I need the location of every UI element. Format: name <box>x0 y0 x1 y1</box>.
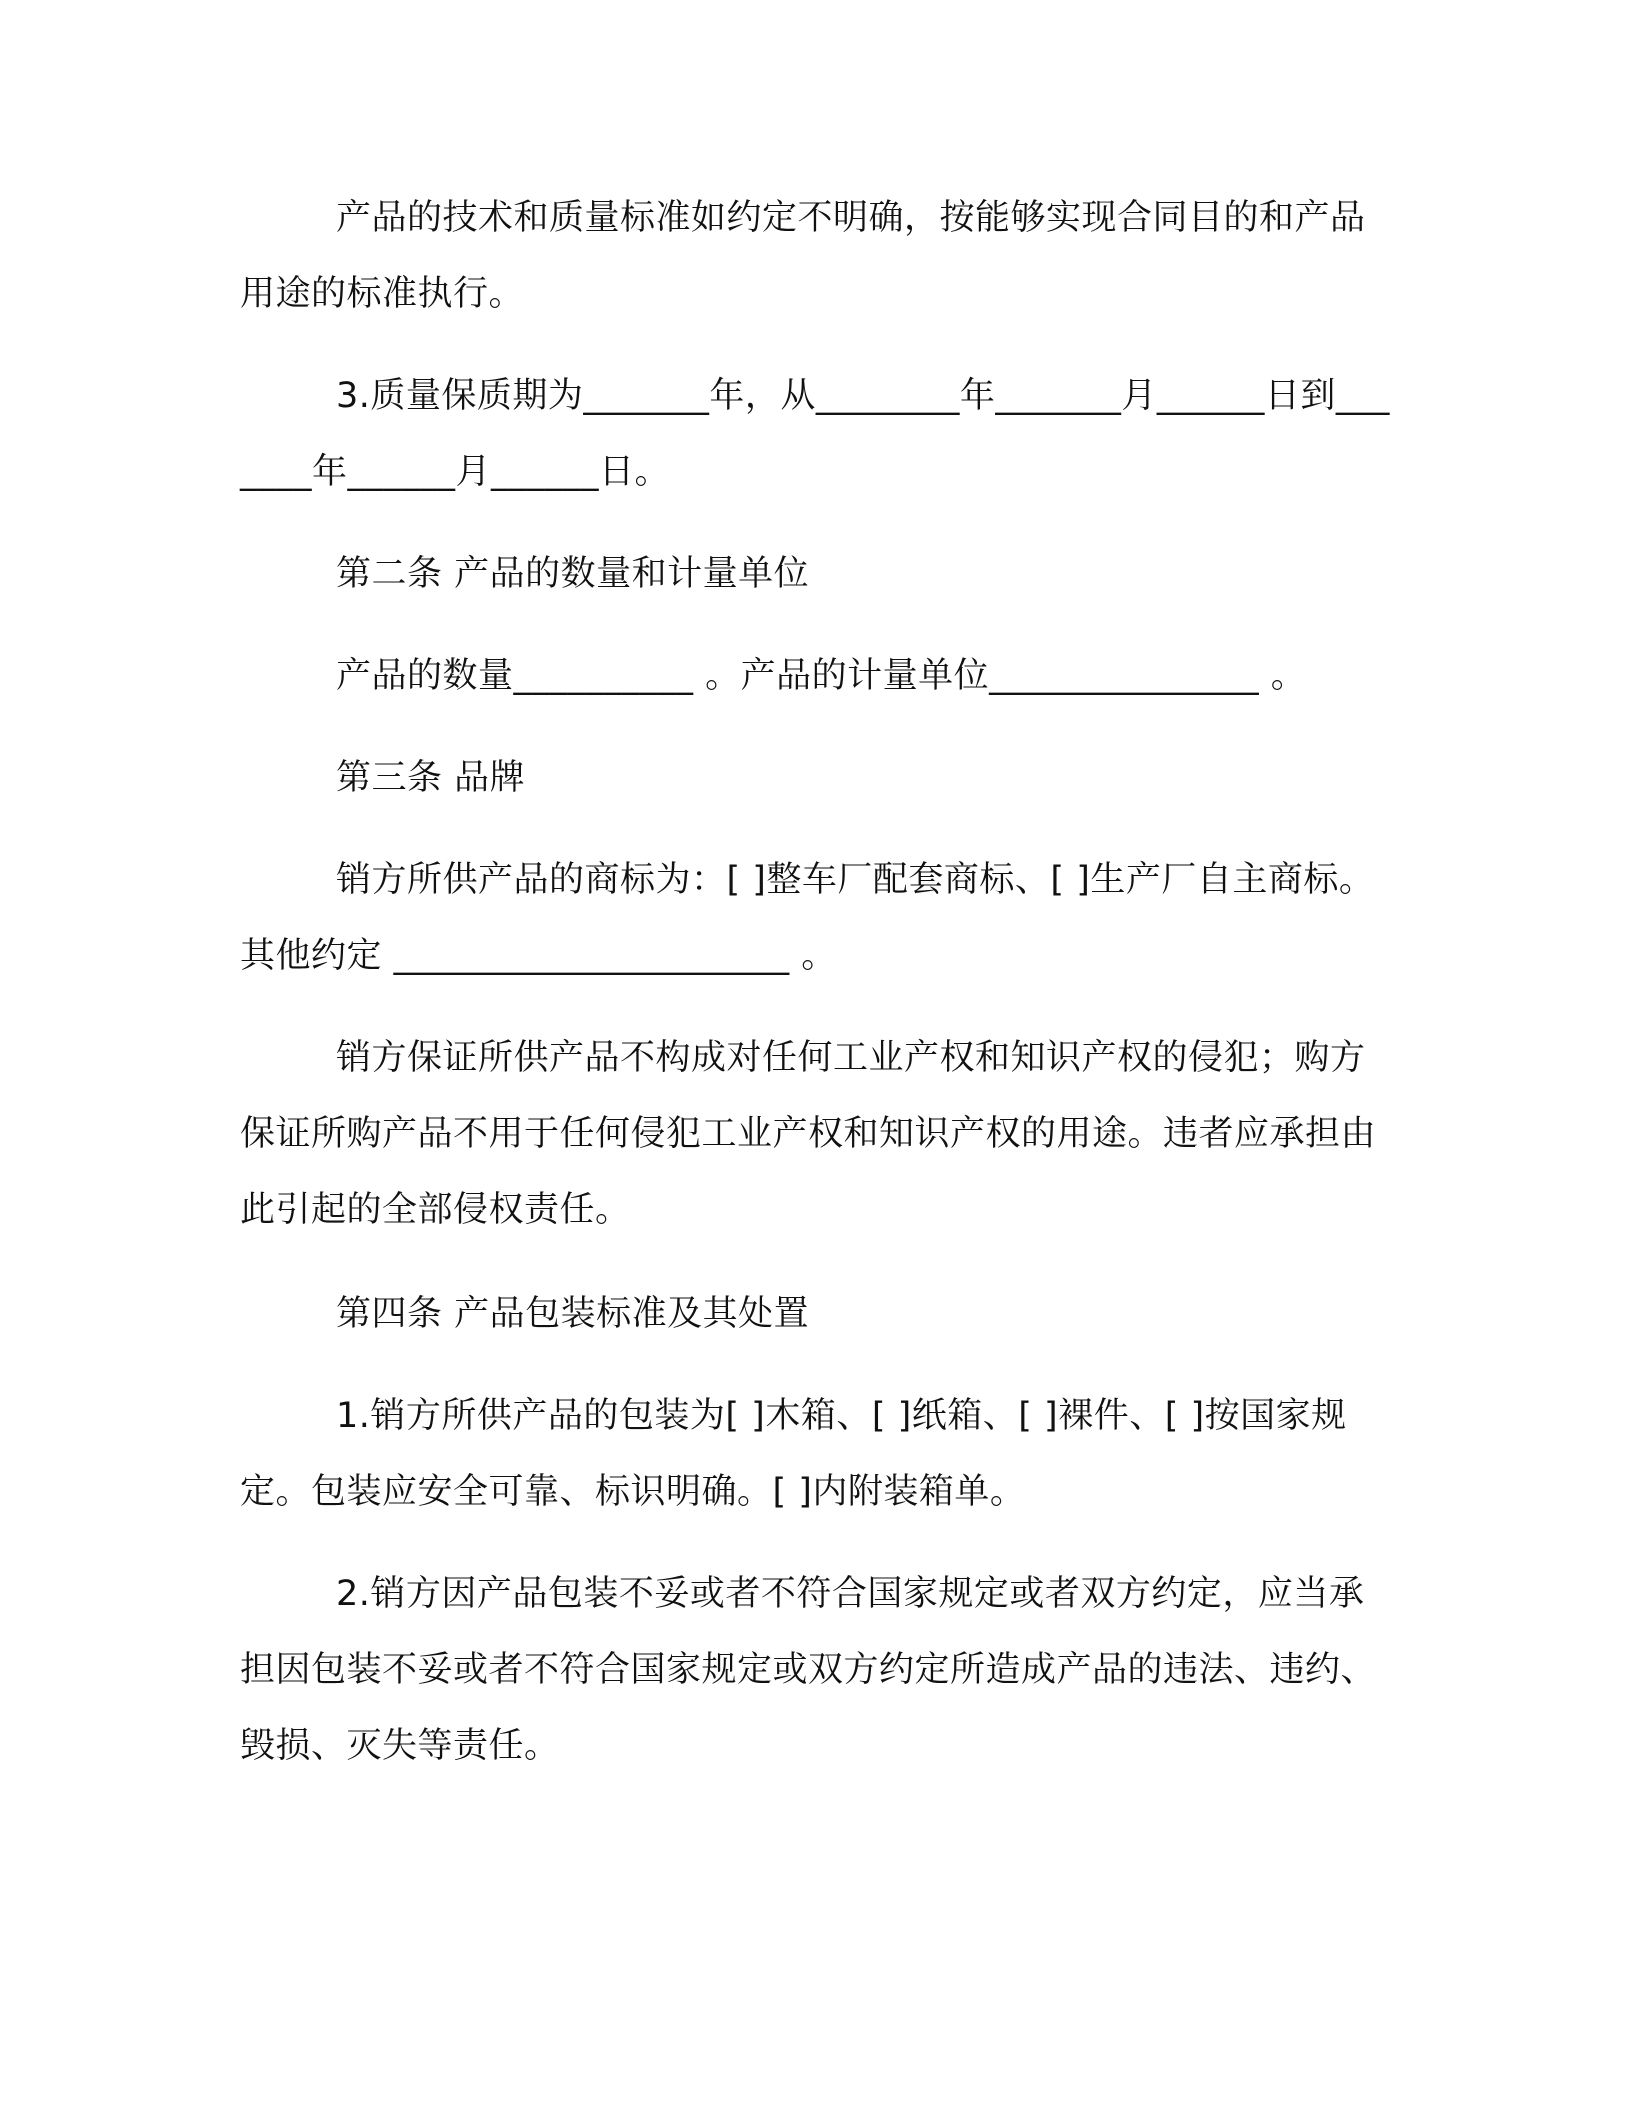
quality-standard-paragraph: 产品的技术和质量标准如约定不明确，按能够实现合同目的和产品用途的标准执行。 <box>240 198 1366 314</box>
article-three-heading: 第三条 品牌 <box>336 758 526 798</box>
warranty-period-paragraph: 3.质量保质期为_______年，从________年_______月______日到_______年______月______日。 <box>240 376 1390 492</box>
article-four-heading: 第四条 产品包装标准及其处置 <box>336 1294 810 1334</box>
quantity-unit-paragraph: 产品的数量__________ 。产品的计量单位_______________ 。 <box>336 656 1307 696</box>
ip-guarantee-paragraph: 销方保证所供产品不构成对任何工业产权和知识产权的侵犯；购方保证所购产品不用于任何侵犯工业产权和知识产权的用途。违者应承担由此引起的全部侵权责任。 <box>240 1038 1377 1230</box>
packaging-liability-paragraph: 2.销方因产品包装不妥或者不符合国家规定或者双方约定，应当承担因包装不妥或者不符合国家规定或双方约定所造成产品的违法、违约、毁损、灭失等责任。 <box>240 1574 1377 1766</box>
trademark-paragraph: 销方所供产品的商标为：[ ]整车厂配套商标、[ ]生产厂自主商标。其他约定 ______________________ 。 <box>240 860 1375 976</box>
article-two-heading: 第二条 产品的数量和计量单位 <box>336 554 810 594</box>
packaging-type-paragraph: 1.销方所供产品的包装为[ ]木箱、[ ]纸箱、[ ]裸件、[ ]按国家规定。包装应安全可靠、标识明确。[ ]内附装箱单。 <box>240 1396 1347 1512</box>
